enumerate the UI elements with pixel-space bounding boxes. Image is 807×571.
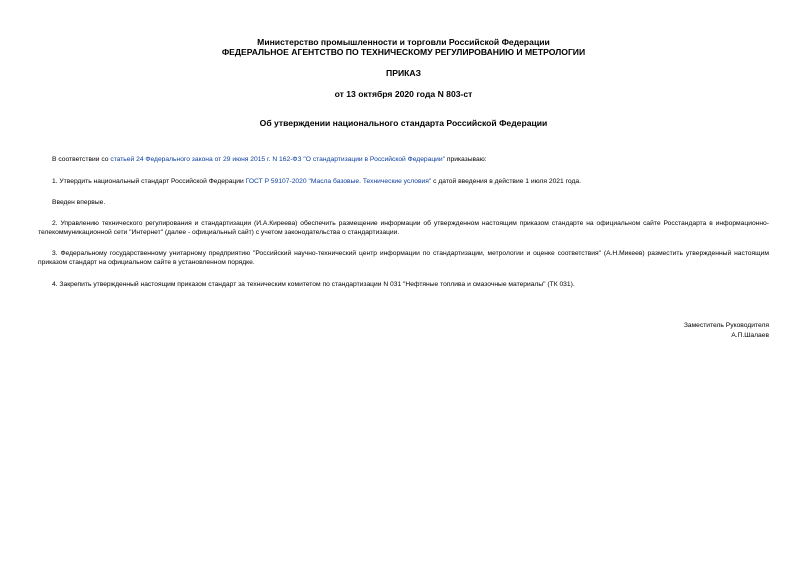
document-date-number: от 13 октября 2020 года N 803-ст bbox=[334, 89, 473, 99]
agency-name: ФЕДЕРАЛЬНОЕ АГЕНТСТВО ПО ТЕХНИЧЕСКОМУ РЕГУЛИРОВАНИЮ И МЕТРОЛОГИИ bbox=[221, 47, 586, 57]
item-1-text-after: с датой введения в действие 1 июля 2021 года. bbox=[431, 178, 581, 185]
signatory-position: Заместитель Руководителя bbox=[683, 322, 769, 329]
paragraph-preamble bbox=[38, 155, 769, 164]
signatory-name: А.П.Шалаев bbox=[731, 332, 769, 339]
paragraph-item-4: 4. Закрепить утвержденный настоящим приказом стандарт за техническим комитетом по стандартизации N 031 "Нефтяные топлива и смазочные материалы" (ТК 031). bbox=[52, 281, 575, 288]
ministry-name: Министерство промышленности и торговли Российской Федерации bbox=[257, 37, 550, 47]
law-link[interactable]: статьей 24 Федерального закона от 29 июня 2015 г. N 162-ФЗ "О стандартизации в Российской Федерации" bbox=[110, 156, 446, 163]
paragraph-item-1 bbox=[38, 177, 769, 186]
document-title: Об утверждении национального стандарта Российской Федерации bbox=[259, 118, 548, 128]
paragraph-introduced: Введен впервые. bbox=[52, 199, 106, 206]
paragraph-item-2: 2. Управлению технического регулирования и стандартизации (И.А.Киреева) обеспечить размещение информации об утвержденном настоящим приказом стандарте на официальном сайте Росстандарта в информационно-телекоммуникационной сети "Интернет" (далее - официальный сайт) с учетом законодательства о стандартизации. bbox=[38, 220, 769, 237]
preamble-text-after: приказываю: bbox=[445, 156, 487, 163]
preamble-text-before: В соответствии со bbox=[52, 156, 111, 163]
item-1-text-before: 1. Утвердить национальный стандарт Российской Федерации bbox=[52, 178, 246, 185]
paragraph-item-3: 3. Федеральному государственному унитарному предприятию "Российский научно-технический центр информации по стандартизации, метрологии и оценке соответствия" (А.Н.Микеев) разместить утвержденный настоящим приказом стандарт на официальном сайте в установленном порядке. bbox=[38, 250, 769, 267]
document-type: ПРИКАЗ bbox=[386, 68, 421, 78]
standard-link[interactable]: ГОСТ Р 59107-2020 "Масла базовые. Технические условия" bbox=[245, 178, 432, 185]
